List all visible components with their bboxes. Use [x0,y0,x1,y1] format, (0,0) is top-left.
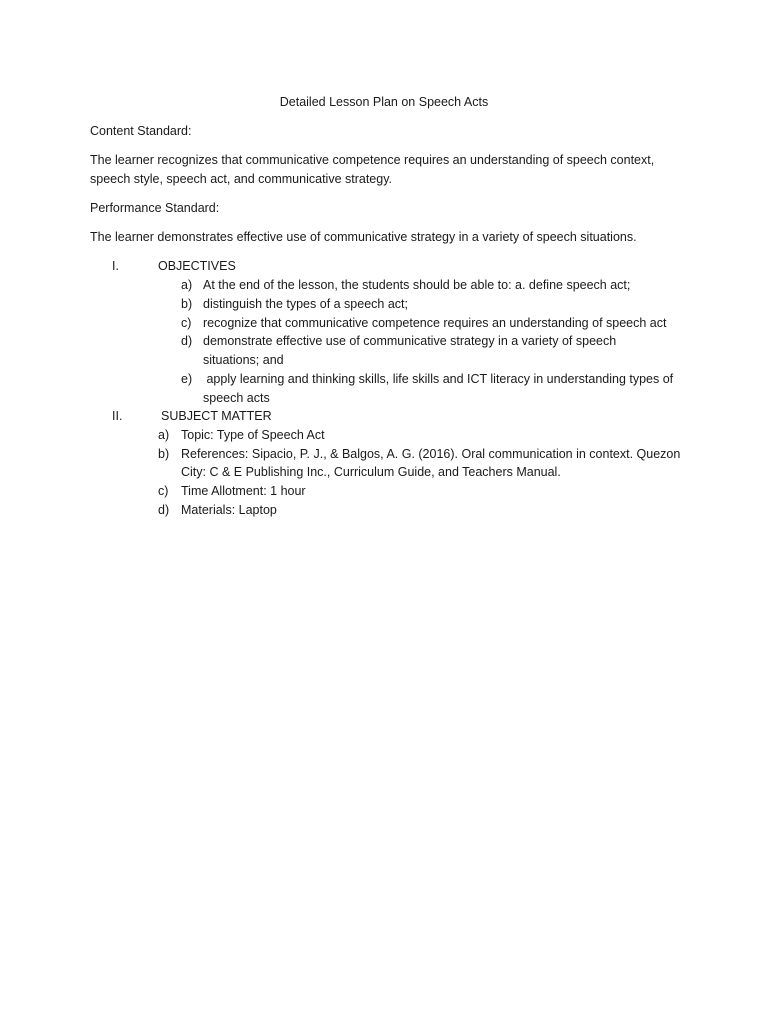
list-item-text: Topic: Type of Speech Act [181,428,325,442]
list-item-text: Time Allotment: 1 hour [181,484,306,498]
list-item-label: e) [181,372,193,386]
list-item-text: demonstrate effective use of communicative strategy in a variety of speech [203,334,617,348]
list-item-text-continued: City: C & E Publishing Inc., Curriculum Guide, and Teachers Manual. [181,465,561,479]
list-item-label: b) [181,297,193,311]
list-item-text: Materials: Laptop [181,503,277,517]
list-item-label: a) [181,278,193,292]
section-heading-objectives: OBJECTIVES [158,259,236,273]
list-item-label: c) [158,484,169,498]
section-heading-subject-matter: SUBJECT MATTER [161,409,272,423]
list-item-label: d) [158,503,170,517]
list-item-label: c) [181,316,192,330]
section-numeral: II. [112,409,123,423]
list-item-text-continued: situations; and [203,353,284,367]
section-numeral: I. [112,259,119,273]
list-item-text: distinguish the types of a speech act; [203,297,408,311]
content-standard-line: speech style, speech act, and communicative strategy. [90,172,393,186]
content-standard-line: The learner recognizes that communicative competence requires an understanding of speech context, [90,153,655,167]
list-item-text-continued: speech acts [203,391,270,405]
performance-standard-heading: Performance Standard: [90,201,220,215]
list-item-text: apply learning and thinking skills, life skills and ICT literacy in understanding types of [203,372,674,386]
list-item-text: At the end of the lesson, the students should be able to: a. define speech act; [203,278,631,292]
document-title: Detailed Lesson Plan on Speech Acts [279,95,489,109]
list-item-label: d) [181,334,193,348]
list-item-text: recognize that communicative competence requires an understanding of speech act [203,316,667,330]
performance-standard-line: The learner demonstrates effective use of communicative strategy in a variety of speech situations. [90,230,637,244]
content-standard-heading: Content Standard: [90,124,192,138]
list-item-text: References: Sipacio, P. J., & Balgos, A. G. (2016). Oral communication in context. Quezon [181,447,681,461]
list-item-label: b) [158,447,170,461]
list-item-label: a) [158,428,170,442]
